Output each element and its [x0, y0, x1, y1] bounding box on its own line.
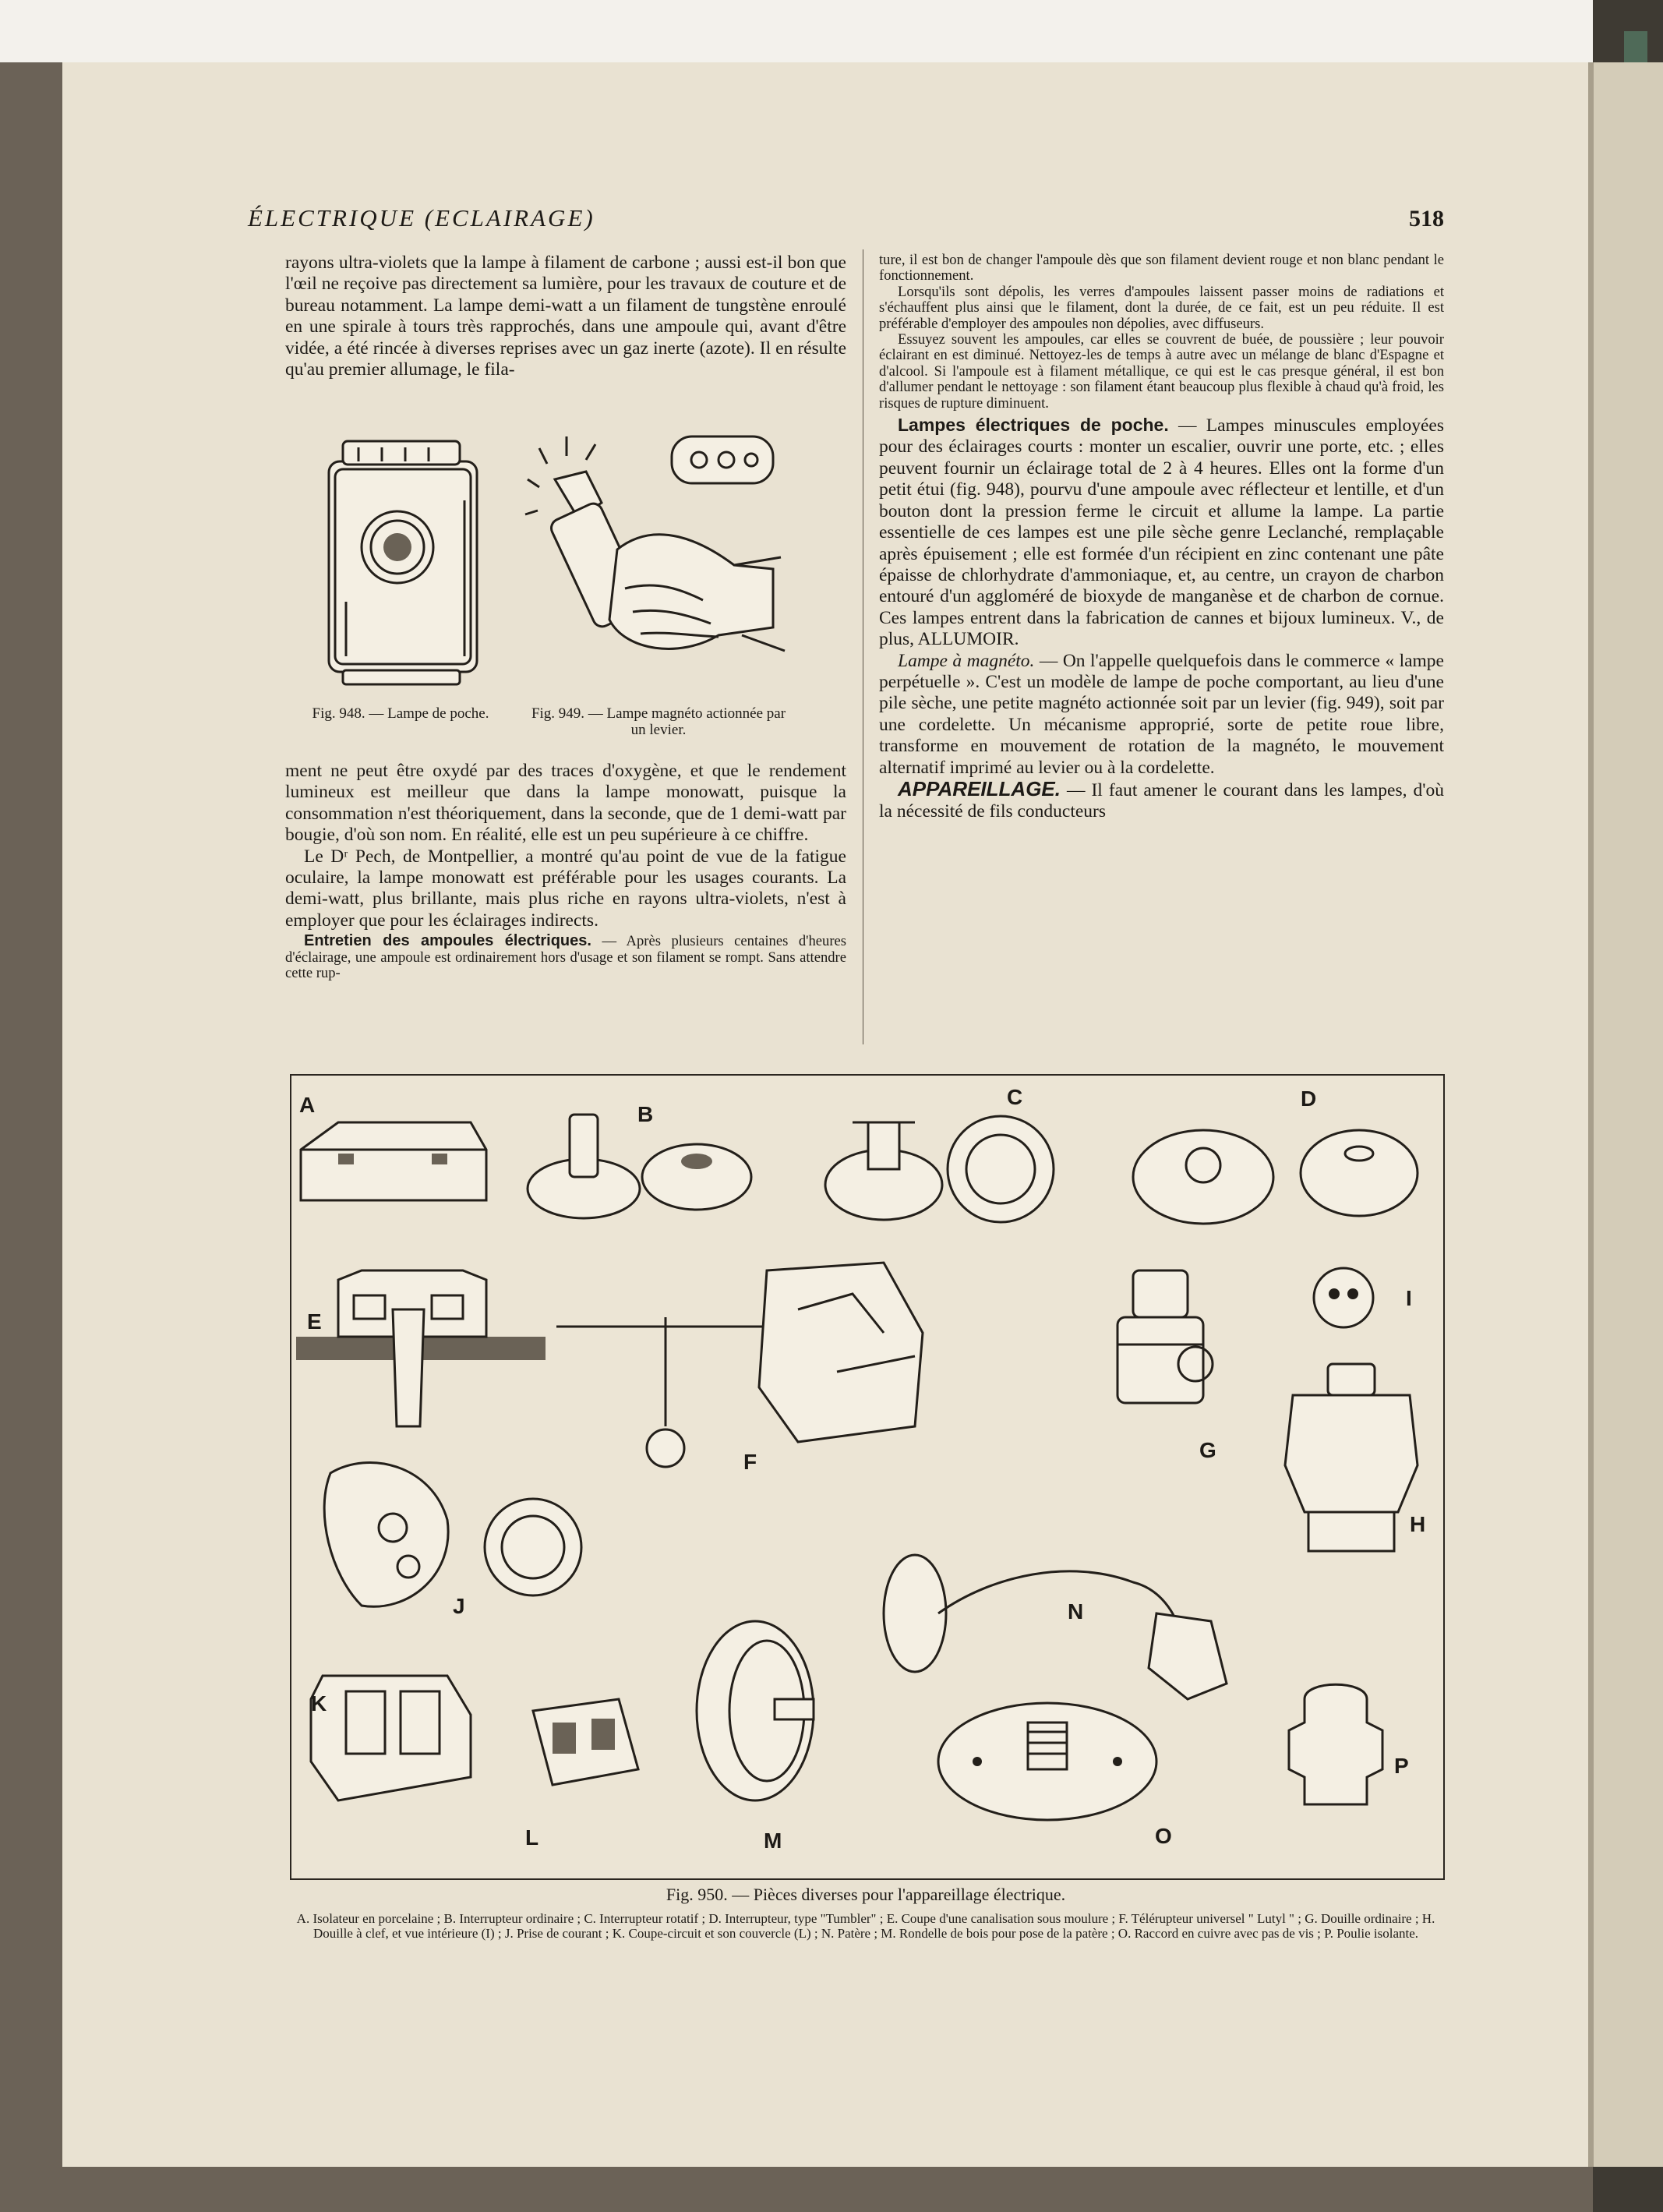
poche-heading: Lampes électriques de poche.: [898, 415, 1169, 436]
label-j: J: [453, 1594, 465, 1618]
item-d-tumbler-switch: [1133, 1130, 1418, 1224]
entretien-text: — Après plusieurs centaines d'heures d'éclairage, une ampoule est ordinairement hors d'usage et son filament se rompt. Sans attendre cette rup-: [285, 933, 846, 982]
label-l: L: [525, 1825, 539, 1850]
label-o: O: [1155, 1824, 1172, 1848]
item-j-outlet: [324, 1463, 581, 1607]
entretien-heading: Entretien des ampoules électriques.: [304, 932, 591, 950]
label-f: F: [743, 1450, 757, 1474]
label-m: M: [764, 1829, 782, 1853]
fig950-legend: A. Isolateur en porcelaine ; B. Interrupteur ordinaire ; C. Interrupteur rotatif ; D. Interrupteur, type "Tumbler" ; E. Coupe d'une canalisation sous moulure ; F. Télérupteur universel " Lutyl " ; G. Douille ordinaire ; H. Douille à clef, et vue intérieure (I) ; J. Prise de courant ; K. Coupe-circuit et son couvercle (L) ; N. Patère ; M. Rondelle de bois pour pose de la patère ; O. Raccord en cuivre avec pas de vis ; P. Poulie isolante.: [296, 1911, 1435, 1941]
label-h: H: [1410, 1512, 1426, 1536]
fig949-caption: Fig. 949. — Lampe magnéto actionnée par un levier.: [531, 705, 786, 738]
right-paragraph-2: Lorsqu'ils sont dépolis, les verres d'ampoules laissent passer moins de radiations et s'échauffent plus ainsi que le filament, dont la durée, de ce fait, est un peu réduite. Il est préférable d'employer des ampoules non dépolies, avec diffuseurs.: [879, 283, 1444, 332]
left-bottom-paragraph-2: Le Dʳ Pech, de Montpellier, a montré qu'au point de vue de la fatigue oculaire, la lampe monowatt est préférable pour les usages courants. La demi-watt, plus brillante, mais plus riche en rayons ultra-violets, n'est à employer que pour les éclairages indirects.: [285, 846, 846, 931]
page-number: 518: [1409, 206, 1444, 231]
magneto-text: — On l'appelle quelquefois dans le commerce « lampe perpétuelle ». C'est un modèle de lampe de poche comportant, au lieu d'une pile sèche, une petite magnéto actionnée soit par un levier (fig. 949), soit par une cordelette. Un mécanisme approprié, sorte de petite roue libre, transforme en mouvement de rotation de la magnéto, le mouvement alternatif imprimé au levier ou à la cordelette.: [879, 650, 1444, 778]
label-a: A: [299, 1093, 316, 1117]
item-l-fuse-cover: [533, 1699, 638, 1785]
appareillage-text: — Il faut amener le courant dans les lampes, d'où la nécessité de fils conducteurs: [879, 779, 1444, 822]
fig950-illustrations: [291, 1076, 1443, 1878]
item-p-insulating-pulley: [1289, 1684, 1382, 1804]
item-i-socket-inner: [1314, 1268, 1373, 1327]
book-spine-strip: [1624, 31, 1647, 62]
appareillage-paragraph: [879, 776, 1444, 823]
item-a-insulator: [301, 1122, 486, 1200]
item-b-switch: [528, 1115, 751, 1218]
poche-text: — Lampes minuscules employées pour des éclairages courts : monter un escalier, ouvrir une porte, etc. ; elles peuvent fournir un éclairage total de 2 à 4 heures. Elles ont la forme d'un petit étui (fig. 948), pourvu d'une ampoule avec réflecteur et lentille, et d'un bouton dont la pression ferme le circuit et allume la lampe. La partie essentielle de ces lampes est une pile sèche genre Leclanché, remplaçable après épuisement ; elle est formée d'un récipient en zinc contenant une pâte épaisse de chlorhydrate d'ammoniaque, et, au centre, un crayon de charbon entouré d'un aggloméré de bioxyde de manganèse et de charbon de cornue. Ces lampes entrent dans la fabrication de cannes et bijoux lumineux. V., de plus, ALLUMOIR.: [879, 415, 1444, 650]
left-column-bottom: [285, 761, 846, 981]
running-header: [248, 204, 1444, 235]
next-page-edge: [1594, 62, 1663, 2167]
label-p: P: [1394, 1754, 1409, 1778]
item-h-key-socket: [1285, 1364, 1418, 1551]
fig949-magneto-lamp-illustration: [524, 433, 789, 690]
label-d: D: [1301, 1087, 1317, 1111]
label-e: E: [307, 1309, 322, 1334]
scan-background-top: [0, 0, 1663, 62]
label-n: N: [1068, 1599, 1084, 1624]
item-e-conduit-section: [296, 1270, 546, 1426]
fig950-caption: Fig. 950. — Pièces diverses pour l'appareillage électrique.: [666, 1885, 1066, 1904]
label-g: G: [1199, 1438, 1216, 1462]
left-bottom-paragraph-1: ment ne peut être oxydé par des traces d'oxygène, et que le rendement lumineux est meilleur que dans la lampe monowatt, puisque la consommation n'est théoriquement, dans la seconde, que de 1 demi-watt par bougie, d'où son nom. En réalité, elle est un peu supérieure à ce chiffre.: [285, 761, 846, 846]
magneto-paragraph: [879, 651, 1444, 779]
entretien-paragraph: [285, 933, 846, 981]
fig948-caption: Fig. 948. — Lampe de poche.: [312, 705, 489, 722]
item-f-remote-switch: [556, 1263, 923, 1467]
item-k-fuse-box: [311, 1676, 471, 1800]
label-i: I: [1406, 1286, 1412, 1310]
item-o-copper-fitting: [938, 1703, 1156, 1820]
left-column-top: [285, 253, 846, 380]
item-m-wooden-washer: [697, 1621, 814, 1800]
right-paragraph-3: Essuyez souvent les ampoules, car elles se couvrent de buée, de poussière ; leur pouvoir éclairant en est diminué. Nettoyez-les de temps à autre avec un mélange de blanc d'Espagne et d'alcool. Si l'ampoule est à filament métallique, ce qui est le cas presque général, il est bon d'allumer pendant le nettoyage : son filament étant beaucoup plus flexible à chaud qu'à froid, les risques de rupture diminuent.: [879, 331, 1444, 412]
label-k: K: [311, 1691, 327, 1716]
left-top-paragraph: rayons ultra-violets que la lampe à filament de carbone ; aussi est-il bon que l'œil ne reçoive pas directement sa lumière, pour les travaux de couture et de bureau notamment. La lampe demi-watt a un filament de tungstène enroulé en une spirale à tours très rapprochés, dans une ampoule qui, avant d'être vidée, a été rincée à diverses reprises avec un gaz inerte (azote). Il en résulte qu'au premier allumage, le fila-: [285, 253, 846, 380]
running-title: ÉLECTRIQUE (ECLAIRAGE): [248, 204, 595, 231]
right-paragraph-1: ture, il est bon de changer l'ampoule dès que son filament devient rouge et non blanc pendant le fonctionnement.: [879, 252, 1444, 284]
fig948-pocket-lamp-illustration: [312, 438, 499, 687]
label-b: B: [637, 1102, 654, 1126]
appareillage-heading: APPAREILLAGE.: [898, 776, 1061, 800]
label-c: C: [1007, 1085, 1023, 1109]
fig950-panel: [290, 1074, 1445, 1880]
item-n-bracket: [884, 1555, 1227, 1699]
poche-paragraph: [879, 415, 1444, 650]
right-column: [879, 253, 1444, 823]
magneto-heading: Lampe à magnéto.: [898, 650, 1035, 671]
item-c-rotary-switch: [825, 1116, 1054, 1222]
item-g-socket: [1117, 1270, 1213, 1403]
